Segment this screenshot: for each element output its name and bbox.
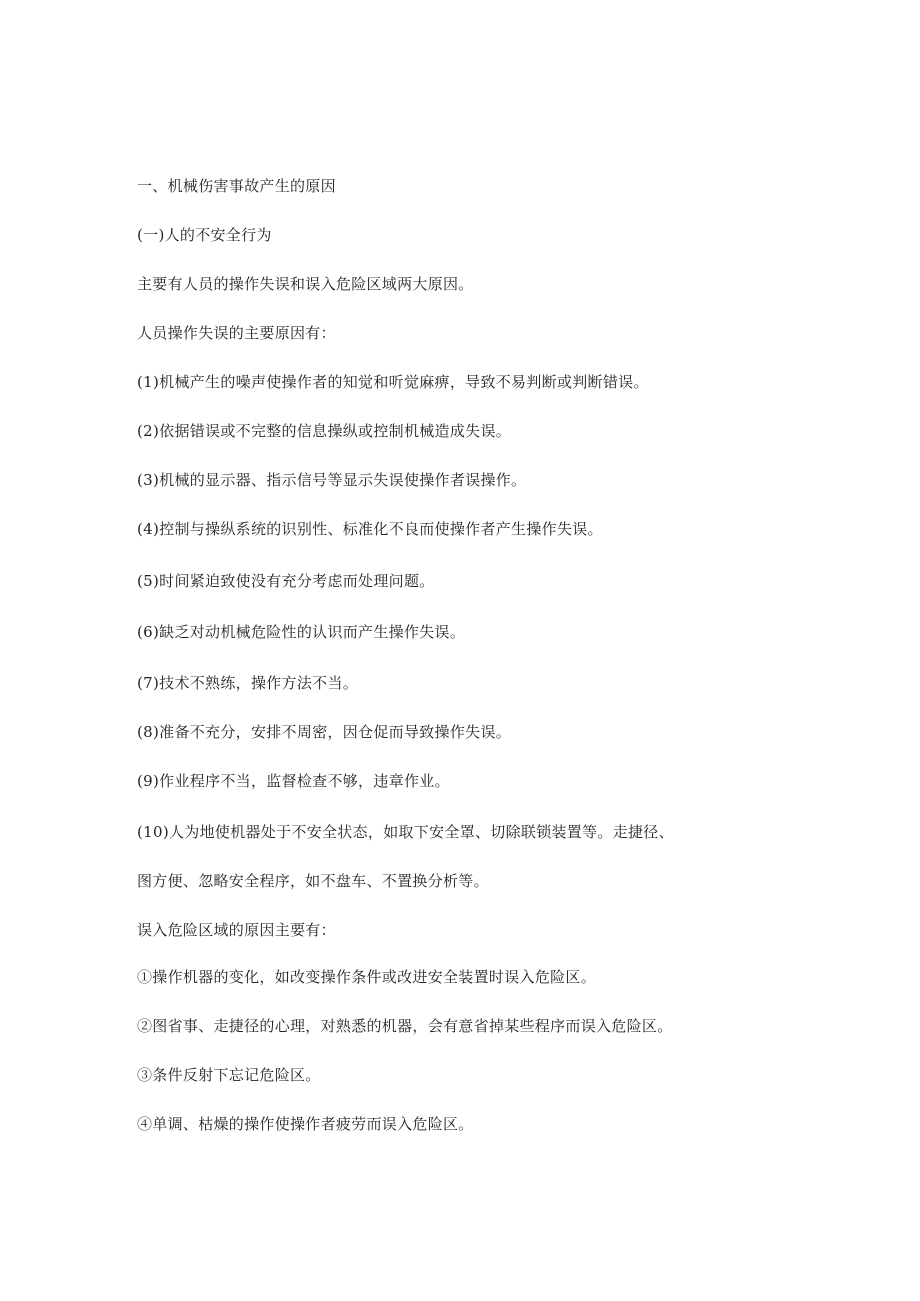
danger-zone-item: ④单调、枯燥的操作使操作者疲劳而误入危险区。 bbox=[137, 1115, 474, 1133]
danger-zone-item: ③条件反射下忘记危险区。 bbox=[137, 1066, 321, 1084]
operation-error-item: (4)控制与操纵系统的识别性、标准化不良而使操作者产生操作失误。 bbox=[137, 520, 603, 538]
subsection-heading: (一)人的不安全行为 bbox=[137, 226, 272, 244]
operation-error-item-continued: 图方便、忽略安全程序，如不盘车、不置换分析等。 bbox=[137, 872, 489, 890]
operation-error-item: (3)机械的显示器、指示信号等显示失误使操作者误操作。 bbox=[137, 471, 527, 489]
danger-zone-item: ②图省事、走捷径的心理，对熟悉的机器，会有意省掉某些程序而误入危险区。 bbox=[137, 1017, 673, 1035]
danger-zone-item: ①操作机器的变化，如改变操作条件或改进安全装置时误入危险区。 bbox=[137, 968, 597, 986]
operation-error-item: (9)作业程序不当，监督检查不够，违章作业。 bbox=[137, 772, 450, 790]
danger-zone-title: 误入危险区域的原因主要有： bbox=[137, 921, 336, 939]
section-heading: 一、机械伤害事故产生的原因 bbox=[137, 177, 336, 195]
operation-error-item: (1)机械产生的噪声使操作者的知觉和听觉麻痹，导致不易判断或判断错误。 bbox=[137, 373, 649, 391]
operation-error-item: (8)准备不充分，安排不周密，因仓促而导致操作失误。 bbox=[137, 723, 512, 741]
operation-error-item: (7)技术不熟练，操作方法不当。 bbox=[137, 674, 359, 692]
operation-error-item: (2)依据错误或不完整的信息操纵或控制机械造成失误。 bbox=[137, 422, 512, 440]
intro-paragraph: 主要有人员的操作失误和误入危险区域两大原因。 bbox=[137, 275, 474, 293]
operation-errors-title: 人员操作失误的主要原因有： bbox=[137, 324, 336, 342]
operation-error-item: (10)人为地使机器处于不安全状态，如取下安全罩、切除联锁装置等。走捷径、 bbox=[137, 823, 674, 841]
operation-error-item: (5)时间紧迫致使没有充分考虑而处理问题。 bbox=[137, 572, 435, 590]
operation-error-item: (6)缺乏对动机械危险性的认识而产生操作失误。 bbox=[137, 623, 466, 641]
